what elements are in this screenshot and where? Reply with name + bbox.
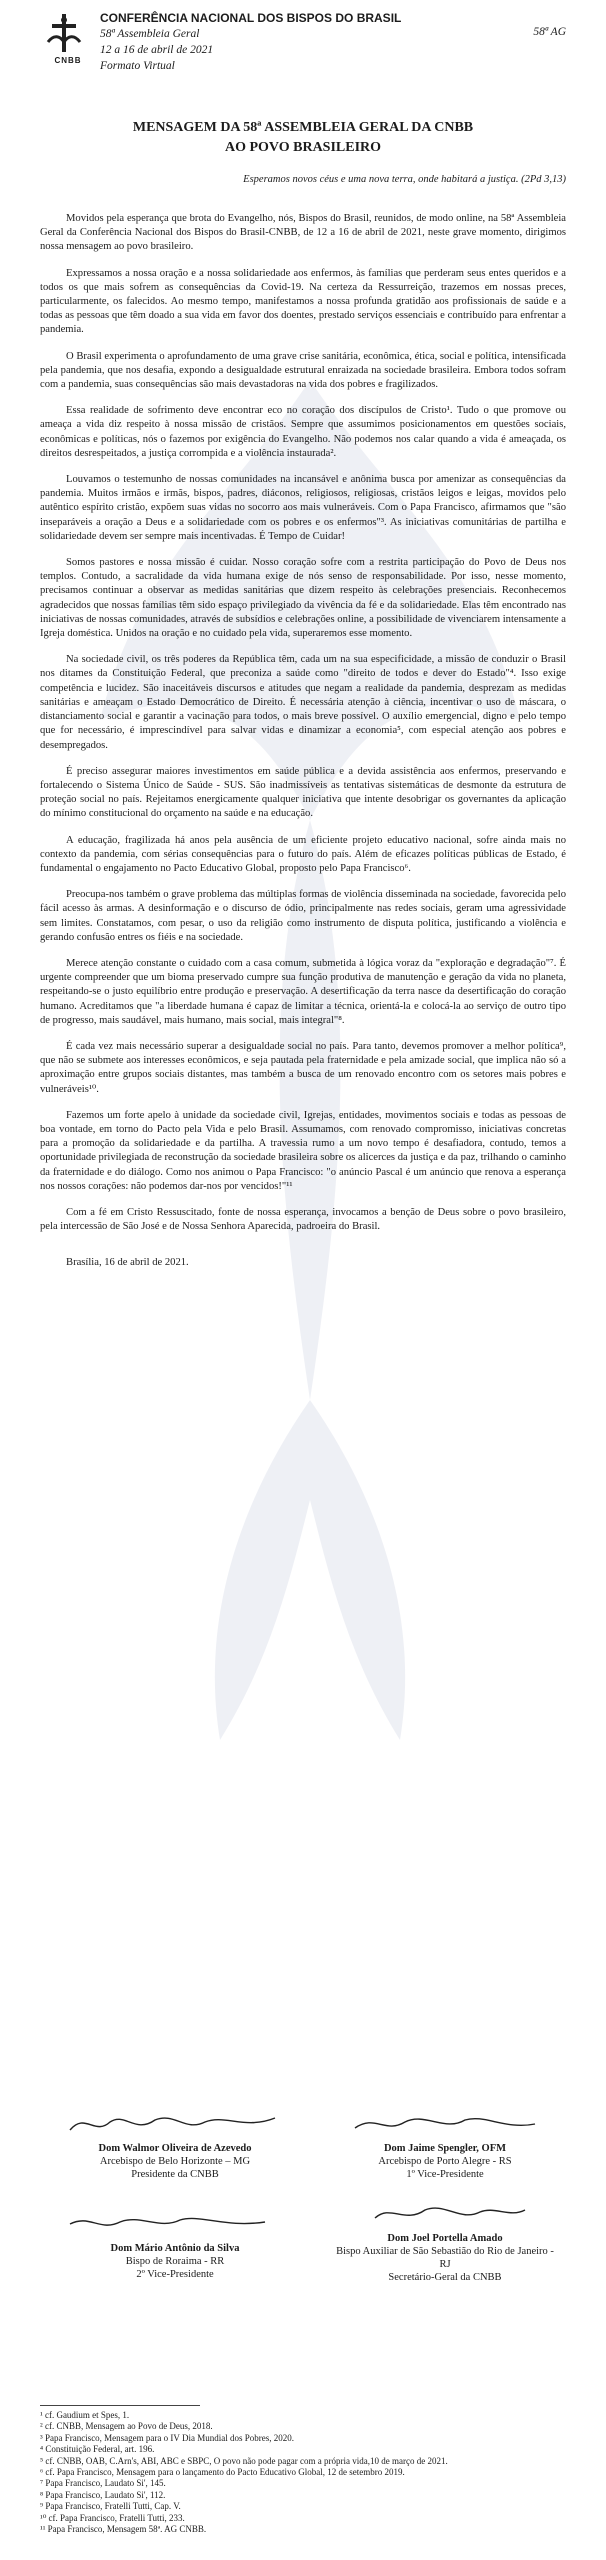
signature-scribble [335,2200,555,2228]
paragraph: A educação, fragilizada há anos pela ausência de um eficiente projeto educativo nacional, sofre ainda mais no contexto da pandemia, com sérias consequências para o futuro do país. Além de eficazes políticas públicas de Estado, é fundamental o engajamento no Pacto Educativo Global, proposto pelo Papa Francisco⁶. [40,834,566,874]
signer-name: Dom Mário Antônio da Silva [110,2243,240,2254]
signature-block-first-vp [330,2110,560,2181]
title-line-1: MENSAGEM DA 58ª ASSEMBLEIA GERAL DA CNBB [132,120,474,135]
epigraph: Esperamos novos céus e uma nova terra, onde habitará a justiça. (2Pd 3,13) [243,174,566,185]
title-line-2: AO POVO BRASILEIRO [224,140,382,155]
signer-title: 1º Vice-Presidente [406,2169,484,2180]
paragraph: É cada vez mais necessário superar a desigualdade social no país. Para tanto, devemos promover a melhor política⁹, que não se submete aos interesses econômicos, e seja pautada pela fraternidade e pela amizade social, que implica não só a aproximação entre grupos sociais distantes, mas também a busca de um renovado encontro com os setores mais pobres e vulneráveis¹⁰. [40,1040,566,1095]
signer-role: Arcebispo de Belo Horizonte – MG [99,2156,251,2167]
signature-scribble [335,2110,555,2138]
paragraph: É preciso assegurar maiores investimentos em saúde pública e a devida assistência aos enfermos, preservando e fortalecendo o Sistema Único de Saúde - SUS. São inadmissíveis as tentativas sistemáticas de desmonte da estrutura de proteção social no país. Rejeitamos energicamente qualquer iniciativa que intente desobrigar os governantes da aplicação do mínimo constitucional do orçamento na saúde e na educação. [40,765,566,820]
paragraph: Merece atenção constante o cuidado com a casa comum, submetida à lógica voraz da "exploração e degradação"⁷. É urgente compreender que um bioma preservado cumpre sua função produtiva de manutenção e geração da vida no planeta, respeitando-se o justo equilíbrio entre produção e preservação. A desertificação da terra nasce da desertificação do coração humano. Acreditamos que "a liberdade humana é capaz de limitar a técnica, orientá-la e colocá-la ao serviço de outro tipo de progresso, mais saudável, mais humano, mais social, mais integral"⁸. [40,957,566,1026]
footnote: ² cf. CNBB, Mensagem ao Povo de Deus, 2018. [40,2421,213,2432]
footnote: ⁴ Constituição Federal, art. 196. [40,2444,155,2455]
paragraph: Preocupa-nos também o grave problema das múltiplas formas de violência disseminada na sociedade, favorecida pelo fácil acesso às armas. A desinformação e o discurso de ódio, principalmente nas redes sociais, geram uma agressividade sem limites. Constatamos, com pesar, o uso da religião como instrumento de disputa política, justificando a violência e gerando confusão entres os fiéis e na sociedade. [40,889,566,943]
assembly-name: 58ª Assembleia Geral [100,28,200,40]
assembly-code: 58ª AG [533,26,566,38]
footnotes [40,2410,570,2535]
signature-block-president [60,2110,290,2181]
signature-scribble [65,2210,285,2238]
paragraph: Louvamos o testemunho de nossas comunidades na incansável e anônima busca por amenizar as consequências da pandemia. Muitos irmãos e irmãs, bispos, padres, diáconos, religiosos, religiosas, cristãos leigos e leigas, movidos pelo autêntico espírito cristão, expõem suas vidas no socorro aos mais vulneráveis. Com o Papa Francisco, afirmamos que "são inseparáveis a oração a Deus e a solidariedade com os pobres e os enfermos"³. As iniciativas comunitárias de partilha e solidariedade devem ser sempre mais incentivadas. É Tempo de Cuidar! [40,474,566,542]
signer-title: 2º Vice-Presidente [136,2269,214,2280]
footnote: ¹ cf. Gaudium et Spes, 1. [40,2410,130,2420]
signer-title: Secretário-Geral da CNBB [388,2272,502,2283]
paragraph: Expressamos a nossa oração e a nossa solidariedade aos enfermos, às famílias que perderam seus entes queridos e a todos os que mais sofrem as consequências da Covid-19. Na certeza da Ressurreição, trazemos em nossas preces, particularmente, os falecidos. Ao mesmo tempo, manifestamos a nossa profunda gratidão aos profissionais de saúde e a todas as pessoas que têm doado a sua vida em favor dos doentes, prestado serviços essenciais e contribuído para enfrentar a pandemia. [40,267,566,336]
org-name: CONFERÊNCIA NACIONAL DOS BISPOS DO BRASIL [100,11,402,25]
signer-role: Bispo de Roraima - RR [125,2256,225,2267]
signer-title: Presidente da CNBB [131,2169,219,2180]
footnote: ⁹ Papa Francisco, Fratelli Tutti, Cap. V. [40,2501,181,2512]
footnote-divider [40,2405,200,2406]
signer-name: Dom Jaime Spengler, OFM [383,2143,507,2154]
signature-block-second-vp [60,2210,290,2281]
paragraph: Essa realidade de sofrimento deve encontrar eco no coração dos discípulos de Cristo¹. Tudo o que promove ou ameaça a vida diz respeito à nossa missão de cristãos. Sempre que assumimos posicionamentos em questões sociais, econômicas e políticas, nós o fazemos por exigência do Evangelho. Não podemos nos calar quando a vida é ameaçada, os direitos desrespeitados, a justiça corrompida e a violência instaurada². [40,405,566,459]
assembly-dates: 12 a 16 de abril de 2021 [100,44,214,56]
letterhead [40,6,570,88]
footnote: ¹¹ Papa Francisco, Mensagem 58ª. AG CNBB. [40,2524,207,2535]
assembly-format: Formato Virtual [100,60,175,72]
signature-scribble [65,2110,285,2138]
paragraph: Movidos pela esperança que brota do Evangelho, nós, Bispos do Brasil, reunidos, de modo online, na 58ª Assembleia Geral da Conferência Nacional dos Bispos do Brasil-CNBB, de 12 a 16 de abril de 2021, neste grave momento, dirigimos nossa mensagem ao povo brasileiro. [40,213,566,253]
signer-role: Bispo Auxiliar de São Sebastião do Rio de Janeiro - RJ [336,2246,554,2270]
letterhead-lines [100,10,480,74]
paragraph: Fazemos um forte apelo à unidade da sociedade civil, Igrejas, entidades, movimentos sociais e todas as pessoas de boa vontade, em torno do Pacto pela Vida e pelo Brasil. Assumamos, com renovado compromisso, iniciativas concretas para a promoção da solidariedade e da partilha. A travessia rumo a um novo tempo é desafiadora, contudo, temos a oportunidade privilegiada de reconstrução da sociedade brasileira sobre os alicerces da justiça e da paz, trilhando o caminho da fraternidade e do diálogo. Como nos animou o Papa Francisco: "o anúncio Pascal é um anúncio que renova a esperança nos nossos corações: não podemos dar-nos por vencidos!"¹¹ [40,1109,566,1192]
footnote: ⁵ cf. CNBB, OAB, C.Arn's, ABI, ABC e SBPC, O povo não pode pagar com a própria vida,10 de março de 2021. [40,2455,448,2466]
signature-block-secretary [330,2200,560,2284]
message-body [40,212,566,1283]
footnote: ⁶ cf. Papa Francisco, Mensagem para o lançamento do Pacto Educativo Global, 12 de setembro 2019. [40,2467,405,2478]
footnote: ¹⁰ cf. Papa Francisco, Fratelli Tutti, 233. [40,2512,185,2523]
paragraph: Na sociedade civil, os três poderes da República têm, cada um na sua especificidade, a missão de conduzir o Brasil nos ditames da Constituição Federal, que preconiza a saúde como "direito de todos e dever do Estado"⁴. Isso exige competência e lucidez. São inaceitáveis discursos e atitudes que negam a realidade da pandemia, desprezam as medidas sanitárias e ameaçam o Estado Democrático de Direito. É necessária atenção à ciência, incentivar o uso de máscara, o distanciamento social e garantir a vacinação para todos, o mais breve possível. O auxílio emergencial, digno e pelo tempo que for necessário, é imprescindível para salvar vidas e dinamizar a economia⁵, com especial atenção aos pobres e desempregados. [40,654,566,751]
paragraph: Somos pastores e nossa missão é cuidar. Nosso coração sofre com a restrita participação do Povo de Deus nos templos. Contudo, a sacralidade da vida humana exige de nós senso de responsabilidade. Por isso, nesse momento, precisamos continuar a observar as medidas sanitárias que dizem respeito às celebrações presenciais. Reconhecemos agradecidos que nossas famílias têm sido espaço privilegiado da vivência da fé e da solidariedade. Elas têm encontrado nas iniciativas de nossas comunidades, através de subsídios e celebrações online, a possibilidade de vivenciarem intensamente a Igreja doméstica. Unidos na oração e no cuidado pela vida, superaremos esse momento. [40,557,566,640]
cnbb-logo-icon [44,12,84,60]
footnote: ³ Papa Francisco, Mensagem para o IV Dia Mundial dos Pobres, 2020. [40,2432,294,2443]
paragraph: O Brasil experimenta o aprofundamento de uma grave crise sanitária, econômica, ética, social e política, intensificada pela pandemia, que nos desafia, expondo a desigualdade estrutural enraizada na sociedade brasileira. Embora todos sofram com a pandemia, suas consequências são mais devastadoras na vida dos pobres e fragilizados. [40,350,566,391]
document-title [40,118,566,158]
place-date: Brasília, 16 de abril de 2021. [66,1257,189,1269]
footnote: ⁷ Papa Francisco, Laudato Si', 145. [40,2478,166,2489]
footnote: ⁸ Papa Francisco, Laudato Si', 112. [40,2489,166,2500]
paragraph: Com a fé em Cristo Ressuscitado, fonte de nossa esperança, invocamos a benção de Deus sobre o povo brasileiro, pela intercessão de São José e de Nossa Senhora Aparecida, padroeira do Brasil. [40,1206,566,1233]
signer-name: Dom Walmor Oliveira de Azevedo [98,2143,252,2154]
logo-text: CNBB [54,56,82,65]
signer-name: Dom Joel Portella Amado [387,2233,503,2244]
signer-role: Arcebispo de Porto Alegre - RS [378,2156,512,2167]
